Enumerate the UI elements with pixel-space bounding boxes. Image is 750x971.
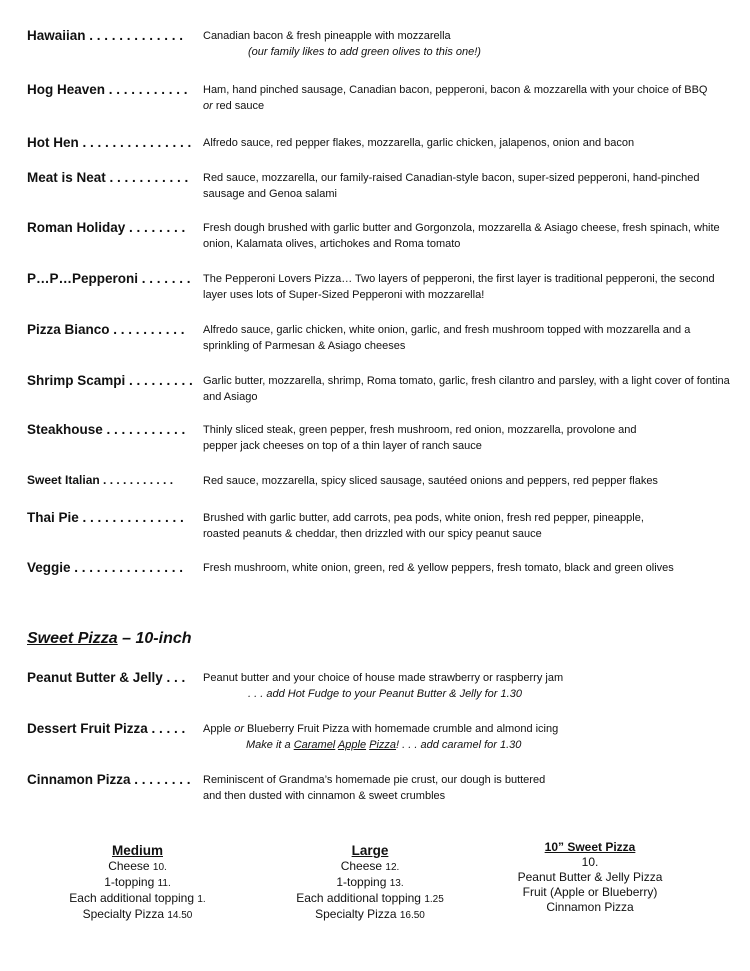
price-large (270, 842, 470, 923)
item-note: Make it a Caramel Apple Pizza! . . . add caramel for 1.30 (246, 739, 522, 751)
item-description: Alfredo sauce, red pepper flakes, mozzarella, garlic chicken, jalapenos, onion and bacon (203, 137, 635, 149)
item-description: Ham, hand pinched sausage, Canadian bacon, pepperoni, bacon & mozzarella with your choice of BBQ or red sauce (203, 84, 708, 112)
item-description: Alfredo sauce, garlic chicken, white onion, garlic, and fresh mushroom topped with mozzarella and a sprinkling of Parmesan & Asiago cheeses (203, 324, 691, 352)
item-description: Red sauce, mozzarella, spicy sliced sausage, sautéed onions and peppers, red pepper flakes (203, 475, 658, 487)
price-row: Each additional topping 1. (69, 891, 206, 905)
item-name: Steakhouse . . . . . . . . . . . (27, 422, 186, 437)
item-name: Veggie . . . . . . . . . . . . . . . (27, 560, 184, 575)
item-name: Pizza Bianco . . . . . . . . . . (27, 322, 185, 337)
item-description: Brushed with garlic butter, add carrots, pea pods, white onion, fresh red pepper, pineapple, roasted peanuts & cheddar, then drizzled with our spicy peanut sauce (203, 512, 644, 540)
item-name: Meat is Neat . . . . . . . . . . . (27, 170, 189, 185)
price-header: Medium (111, 843, 163, 858)
price-header: 10” Sweet Pizza (544, 840, 636, 854)
item-name: Peanut Butter & Jelly . . . (27, 670, 186, 685)
price-header: Large (351, 843, 389, 858)
item-description: Thinly sliced steak, green pepper, fresh mushroom, red onion, mozzarella, provolone and pepper jack cheeses on top of a thin layer of ranch sauce (203, 424, 637, 452)
item-description: Fresh mushroom, white onion, green, red & yellow peppers, fresh tomato, black and green olives (203, 562, 674, 574)
price-sweet-pizza (490, 840, 690, 915)
item-name: Hawaiian . . . . . . . . . . . . . (27, 28, 184, 43)
item-note: . . . add Hot Fudge to your Peanut Butter & Jelly for 1.30 (248, 688, 522, 700)
item-description: Red sauce, mozzarella, our family-raised Canadian-style bacon, super-sized pepperoni, hand-pinched sausage and Genoa salami (203, 172, 700, 200)
price-row: 1-topping 13. (336, 875, 404, 889)
price-row: Specialty Pizza 16.50 (315, 907, 425, 921)
item-description: Apple or Blueberry Fruit Pizza with homemade crumble and almond icing Make it a Caramel Apple Pizza! . . . add caramel for 1.30 (203, 721, 739, 753)
item-description: Garlic butter, mozzarella, shrimp, Roma tomato, garlic, fresh cilantro and parsley, with a light cover of fontina and Asiago (203, 375, 730, 403)
item-name: P…P…Pepperoni . . . . . . . (27, 271, 191, 286)
price-row: 1-topping 11. (104, 875, 171, 889)
item-name: Cinnamon Pizza . . . . . . . . (27, 772, 191, 787)
item-name: Dessert Fruit Pizza . . . . . (27, 721, 186, 736)
price-row: Cinnamon Pizza (546, 900, 634, 914)
price-row: Fruit (Apple or Blueberry) (522, 885, 658, 899)
item-name: Hot Hen . . . . . . . . . . . . . . . (27, 135, 192, 150)
item-description: Fresh dough brushed with garlic butter and Gorgonzola, mozzarella & Asiago cheese, fresh spinach, white onion, Kalamata olives, artichokes and Roma tomato (203, 222, 720, 250)
item-description: Peanut butter and your choice of house made strawberry or raspberry jam . . . add Hot Fudge to your Peanut Butter & Jelly for 1.30 (203, 670, 739, 702)
price-row: Peanut Butter & Jelly Pizza (517, 870, 663, 884)
item-name: Roman Holiday . . . . . . . . (27, 220, 186, 235)
price-row: Cheese 12. (340, 859, 400, 873)
price-medium (45, 842, 230, 923)
item-name: Sweet Italian . . . . . . . . . . . (27, 473, 174, 487)
item-name: Hog Heaven . . . . . . . . . . . (27, 82, 188, 97)
item-note: (our family likes to add green olives to this one!) (248, 46, 481, 58)
price-row: Each additional topping 1.25 (296, 891, 444, 905)
item-description: Canadian bacon & fresh pineapple with mozzarella (our family likes to add green olives to this one!) (203, 28, 739, 60)
item-description: Reminiscent of Grandma’s homemade pie crust, our dough is buttered and then dusted with cinnamon & sweet crumbles (203, 774, 546, 802)
item-name: Thai Pie . . . . . . . . . . . . . . (27, 510, 184, 525)
item-description: The Pepperoni Lovers Pizza… Two layers of pepperoni, the first layer is traditional pepperoni, the second layer uses lots of Super-Sized Pepperoni with mozzarella! (203, 273, 715, 301)
item-name: Shrimp Scampi . . . . . . . . . (27, 373, 193, 388)
sweet-pizza-heading: Sweet Pizza – 10-inch (27, 630, 192, 647)
price-row: Specialty Pizza 14.50 (82, 907, 193, 921)
price-row: Cheese 10. (108, 859, 167, 873)
price-value: 10. (581, 855, 599, 869)
